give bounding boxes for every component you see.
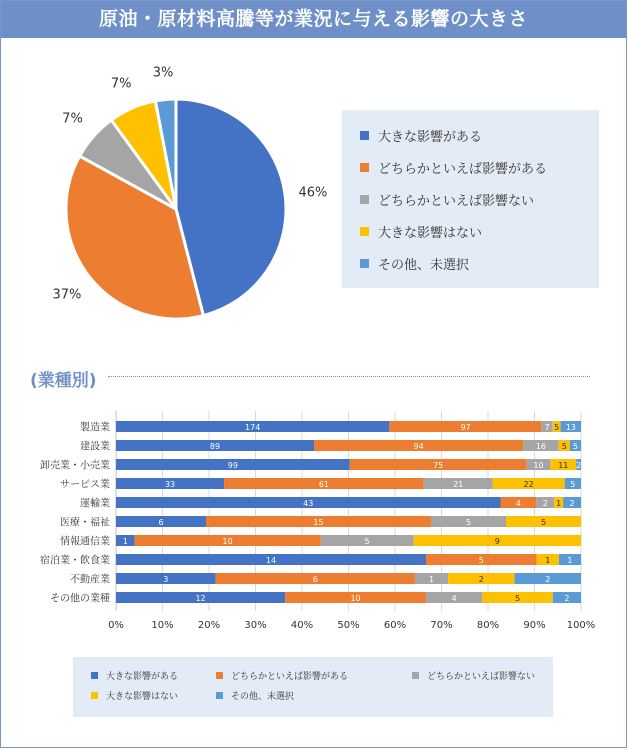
legend-label: その他、未選択 (231, 691, 295, 702)
bar-legend-item (91, 668, 178, 682)
pie-legend-item (360, 125, 482, 145)
pie-legend-item (360, 157, 547, 177)
legend-label: どちらかといえば影響ない (378, 193, 535, 209)
bar-data-label: 15 (313, 518, 324, 527)
legend-swatch (216, 692, 223, 699)
bar-data-label: 5 (515, 594, 521, 603)
y-tick-label: サービス業 (60, 479, 110, 491)
bar-data-label: 5 (540, 518, 547, 527)
x-tick-label: 70% (430, 620, 453, 631)
bar-data-label: 33 (164, 480, 176, 489)
y-tick-label: 宿泊業・飲食業 (40, 555, 110, 567)
y-tick-label: その他の業種 (50, 593, 110, 605)
bar-data-label: 2 (564, 594, 570, 603)
x-tick-label: 50% (337, 620, 360, 631)
y-tick-label: 運輸業 (80, 498, 110, 510)
bar-data-label: 61 (318, 480, 330, 489)
x-tick-label: 90% (523, 620, 546, 631)
x-tick-label: 0% (108, 620, 124, 631)
bar-data-label: 174 (245, 423, 261, 432)
bar-data-label: 9 (494, 537, 500, 546)
legend-swatch (360, 259, 369, 268)
bar-data-label: 11 (558, 461, 569, 470)
legend-label: その他、未選択 (378, 257, 470, 273)
bar-data-label: 16 (535, 442, 547, 451)
x-tick-label: 100% (566, 620, 596, 631)
bar-data-label: 5 (465, 518, 472, 527)
bar-data-label: 75 (433, 461, 444, 470)
legend-label: どちらかといえば影響がある (378, 161, 548, 177)
legend-label: 大きな影響がある (378, 129, 483, 145)
bar-legend-item (216, 688, 294, 702)
bar-data-label: 7 (544, 423, 550, 432)
bar-data-label: 99 (227, 461, 238, 470)
bar-legend (73, 657, 553, 717)
bar-data-label: 4 (451, 594, 457, 603)
x-tick-label: 40% (290, 620, 314, 631)
legend-label: どちらかといえば影響ない (427, 671, 536, 682)
bar-data-label: 5 (554, 423, 560, 432)
legend-swatch (360, 227, 369, 236)
bar-data-label: 4 (515, 499, 521, 508)
bar-legend-item (91, 688, 178, 702)
bar-legend-item (412, 668, 535, 682)
pie-slice-label: 37% (52, 287, 82, 303)
pie-legend-item (360, 253, 469, 273)
bar-data-label: 10 (533, 461, 544, 470)
legend-swatch (91, 672, 98, 679)
pie-slice-label: 7% (110, 76, 132, 92)
y-tick-label: 建設業 (80, 441, 110, 453)
bar-data-label: 1 (545, 556, 551, 565)
legend-swatch (91, 692, 98, 699)
bar-data-label: 5 (570, 480, 576, 489)
legend-label: 大きな影響がある (106, 671, 179, 682)
legend-swatch (360, 163, 369, 172)
legend-label: 大きな影響はない (106, 691, 179, 702)
bar-data-label: 1 (556, 499, 562, 508)
bar-data-label: 2 (569, 499, 575, 508)
bar-data-label: 43 (303, 499, 314, 508)
x-tick-label: 60% (383, 620, 407, 631)
bar-data-label: 5 (478, 556, 484, 565)
x-tick-label: 10% (151, 620, 174, 631)
bar-data-label: 1 (122, 537, 128, 546)
y-tick-label: 医療・福祉 (60, 517, 110, 529)
bar-data-label: 3 (163, 575, 169, 584)
pie-legend-item (360, 221, 482, 241)
legend-swatch (360, 131, 369, 140)
legend-label: どちらかといえば影響がある (231, 671, 349, 682)
bar-data-label: 2 (576, 461, 582, 470)
page-title: 原油・原材料高騰等が業況に与える影響の大きさ (1, 1, 626, 38)
legend-swatch (412, 672, 419, 679)
section-title: (業種別) (30, 371, 97, 391)
bar-data-label: 2 (545, 575, 551, 584)
bar-data-label: 5 (364, 537, 370, 546)
x-tick-label: 20% (197, 620, 221, 631)
bar-data-label: 21 (453, 480, 464, 489)
bar-data-label: 1 (567, 556, 573, 565)
pie-slice-label: 3% (152, 65, 174, 81)
bar-data-label: 10 (222, 537, 233, 546)
bar-data-label: 1 (428, 575, 435, 584)
bar-data-label: 13 (565, 423, 576, 432)
pie-slice-label: 7% (62, 111, 83, 127)
bar-data-label: 5 (572, 442, 578, 451)
y-tick-label: 不動産業 (70, 574, 110, 586)
bar-data-label: 5 (561, 442, 567, 451)
bar-legend-item (216, 668, 348, 682)
x-tick-label: 30% (244, 620, 267, 631)
pie-slice-label: 46% (298, 185, 328, 201)
section-divider (108, 376, 590, 377)
bar-data-label: 22 (523, 480, 534, 489)
pie-legend (342, 110, 599, 288)
bar-data-label: 12 (195, 594, 206, 603)
y-tick-label: 製造業 (80, 422, 110, 434)
bar-data-label: 97 (460, 423, 471, 432)
stacked-bar-chart (0, 400, 629, 640)
bar-data-label: 14 (265, 556, 277, 565)
legend-swatch (216, 672, 223, 679)
y-tick-label: 卸売業・小売業 (40, 460, 110, 472)
bar-data-label: 89 (209, 442, 221, 451)
x-tick-label: 80% (476, 620, 500, 631)
bar-data-label: 94 (413, 442, 424, 451)
pie-legend-item (360, 189, 534, 209)
legend-swatch (360, 195, 369, 204)
bar-data-label: 6 (312, 575, 318, 584)
bar-data-label: 2 (542, 499, 548, 508)
y-tick-label: 情報通信業 (60, 536, 110, 548)
bar-data-label: 2 (478, 575, 484, 584)
legend-label: 大きな影響はない (378, 225, 483, 241)
bar-data-label: 6 (158, 518, 164, 527)
bar-data-label: 10 (350, 594, 361, 603)
